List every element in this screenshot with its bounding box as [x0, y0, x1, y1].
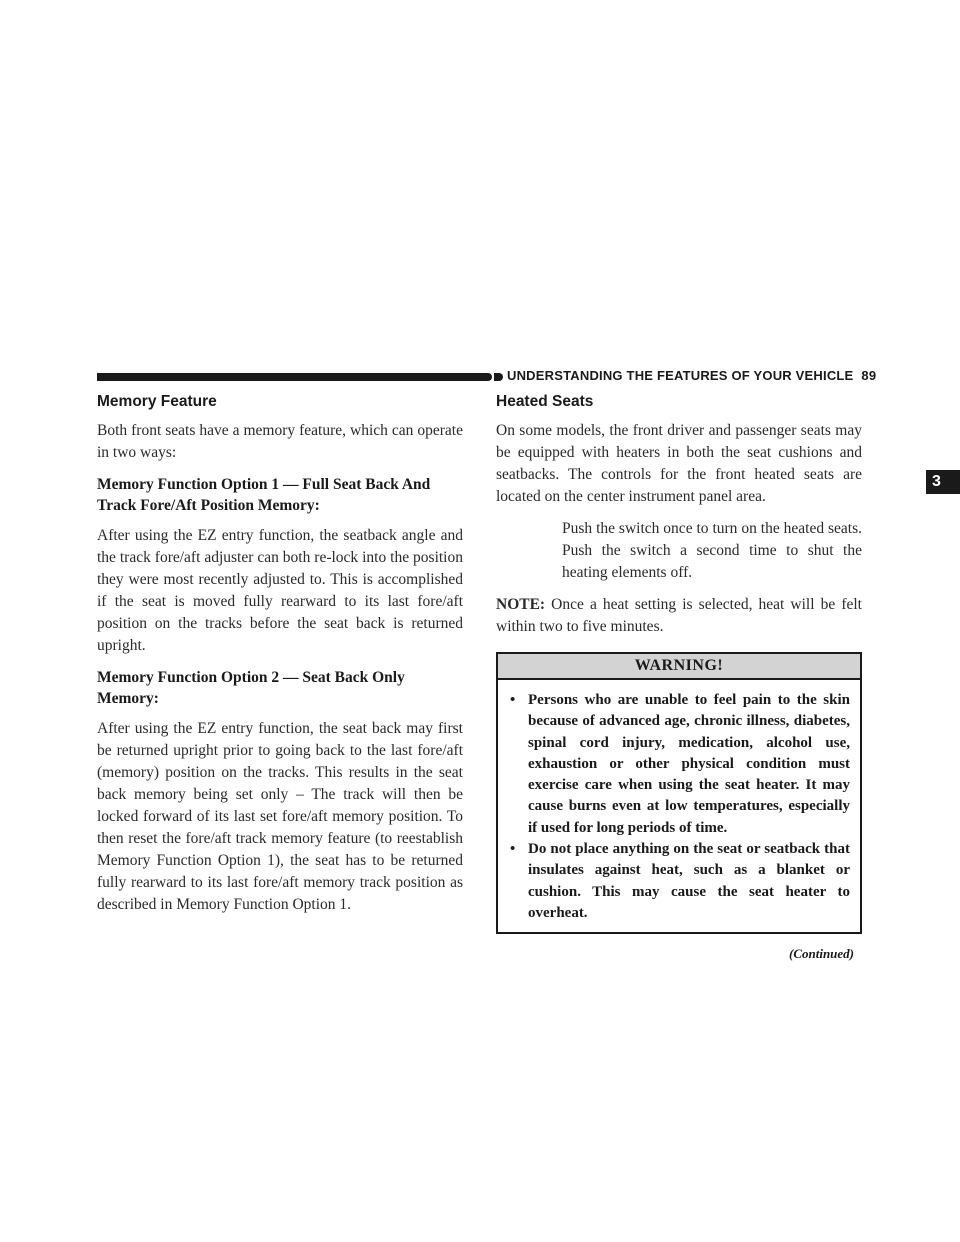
memory-intro: Both front seats have a memory feature, which can operate in two ways: — [97, 422, 463, 461]
bullet-icon: • — [510, 692, 516, 708]
header-title: UNDERSTANDING THE FEATURES OF YOUR VEHICLE — [507, 368, 854, 383]
warning-item-text: Do not place anything on the seat or seatback that insulates against heat, such as a blanket or cushion. This may cause the seat heater to overheat. — [528, 841, 850, 921]
switch-text: Push the switch once to turn on the heated seats. Push the switch a second time to shut the heating elements off. — [562, 520, 862, 581]
running-header — [507, 368, 877, 383]
heated-seats-heading: Heated Seats — [496, 393, 594, 410]
note-paragraph — [496, 594, 862, 638]
option2-text: After using the EZ entry function, the seat back may first be returned upright prior to going back to the last fore/aft (memory) position on the tracks. This results in the seat back memory being set only – The track will then be locked forward of its last set fore/aft memory position. To then reset the fore/aft track memory feature (to reestablish Memory Function Option 1), the seat has to be returned fully rearward to its last fore/aft memory track position as described in Memory Function Option 1. — [97, 720, 463, 913]
chapter-tab: 3 — [926, 470, 960, 494]
option1-heading: Memory Function Option 1 — Full Seat Back And Track Fore/Aft Position Memory: — [97, 476, 431, 514]
note-text: Once a heat setting is selected, heat will be felt within two to five minutes. — [496, 596, 862, 635]
continued-label: (Continued) — [788, 946, 854, 962]
warning-item-text: Persons who are unable to feel pain to the skin because of advanced age, chronic illness, diabetes, spinal cord injury, medication, alcohol use, exhaustion or other physical condition must exercise care when using the seat heater. It may cause burns even at low temperatures, especially if used for long periods of time. — [528, 692, 850, 836]
heated-seat-switch-paragraph — [496, 518, 862, 584]
option2-heading: Memory Function Option 2 — Seat Back Only Memory: — [97, 669, 405, 707]
option1-text: After using the EZ entry function, the seatback angle and the track fore/aft adjuster can both re-lock into the position they were most recently adjusted to. This is accomplished if the seat is moved fully rearward to its last fore/aft position on the tracks before the seat back is returned upright. — [97, 527, 463, 654]
heated-seats-intro: On some models, the front driver and passenger seats may be equipped with heaters in both the seat cushions and seatbacks. The controls for the front heated seats are located on the center instrument panel area. — [496, 422, 862, 505]
bullet-icon: • — [510, 841, 516, 858]
left-column — [97, 392, 463, 926]
warning-box — [496, 652, 862, 934]
page-number: 89 — [861, 368, 877, 383]
right-column — [496, 392, 862, 962]
header-bar — [97, 373, 492, 381]
header-bar-end — [494, 373, 503, 381]
warning-item — [508, 839, 850, 924]
note-label: NOTE: — [496, 596, 546, 613]
warning-title: WARNING! — [498, 654, 860, 680]
warning-body — [498, 680, 860, 932]
memory-feature-heading: Memory Feature — [97, 393, 217, 410]
heated-seat-icon — [502, 520, 550, 568]
warning-item — [508, 690, 850, 839]
